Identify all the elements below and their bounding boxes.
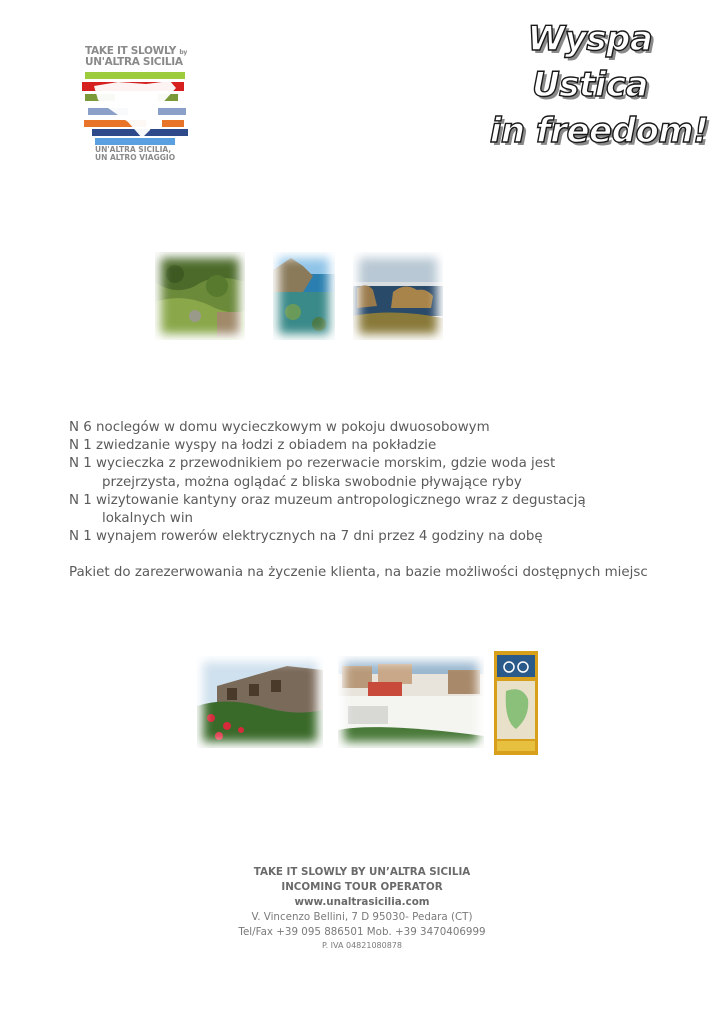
logo-bottom-line2: UN ALTRO VIAGGIO [95,153,176,162]
sicily-map-icon [88,78,184,144]
service-item: N 1 wycieczka z przewodnikiem po rezerwacie morskim, gdzie woda jest [69,456,556,472]
title-line2: in freedom! [489,111,709,151]
footer-phone: Tel/Fax +39 095 886501 Mob. +39 3470406999 [238,926,486,938]
footer-website-link[interactable]: www.unaltrasicilia.com [294,896,430,908]
company-logo [80,44,190,169]
title-line1: Wyspa Ustica [527,19,653,105]
service-item: N 6 noclegów w domu wycieczkowym w pokoju dwuosobowym [69,420,490,435]
footer-role: INCOMING TOUR OPERATOR [281,881,443,893]
logo-bottom-line1: UN'ALTRA SICILIA, [95,145,172,154]
package-note: Pakiet do zarezerwowania na życzenie klienta, na bazie możliwości dostępnych miejsc [69,565,648,581]
photo-sea-rocks [273,252,335,340]
service-item: N 1 wizytowanie kantyny oraz muzeum antropologicznego wraz z degustacją [69,492,586,508]
service-item-continuation: lokalnych win [102,511,194,527]
footer-company: TAKE IT SLOWLY BY UN’ALTRA SICILIA [253,866,471,878]
service-item: N 1 wynajem rowerów elektrycznych na 7 dni przez 4 godziny na dobę [69,529,543,545]
photo-guest-house [197,656,323,748]
service-item: N 1 zwiedzanie wyspy na łodzi z obiadem na pokładzie [69,438,437,454]
footer-address: V. Vincenzo Bellini, 7 D 95030- Pedara (CT) [251,911,473,923]
photo-coast-rocks [353,252,443,340]
photo-village-terrace [338,656,484,748]
service-item-continuation: przejrzysta, można oglądać z bliska swobodnie pływające ryby [102,474,522,490]
logo-top-line1: TAKE IT SLOWLY by [85,45,187,57]
footer-vat: P. IVA 04821080878 [322,941,402,950]
page-title [470,16,710,154]
photo-green-cliffs [155,252,245,340]
services-list [69,419,689,583]
logo-top-line2: UN'ALTRA SICILIA [85,56,183,68]
footer [200,865,524,951]
photo-bike-sign [494,651,538,755]
